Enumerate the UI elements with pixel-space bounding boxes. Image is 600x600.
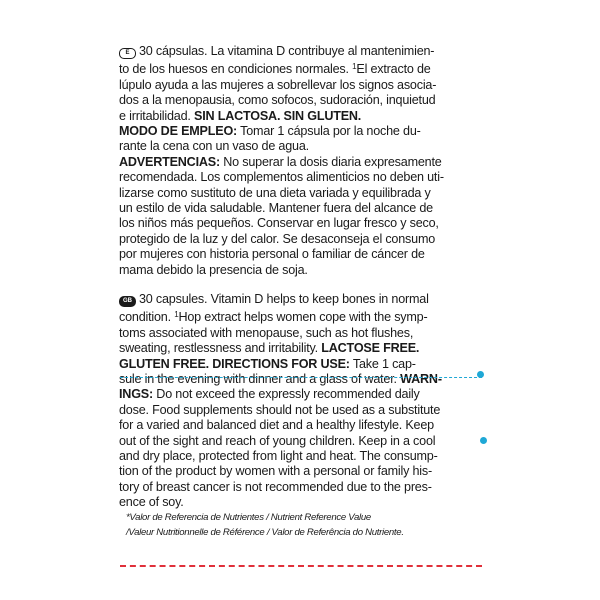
en-line-8: dose. Food supplements should not be used as a substitute: [119, 402, 441, 417]
guide-handle-top[interactable]: [477, 371, 484, 378]
es-line-1: E 30 cápsulas. La vitamina D contribuye al mantenimien-: [119, 44, 479, 59]
en-line-10: out of the sight and reach of young children. Keep in a cool: [119, 433, 436, 448]
en-line-3: toms associated with menopause, such as hot flushes,: [119, 325, 414, 340]
spanish-text-block: [119, 44, 479, 278]
en-line-14: ence of soy.: [119, 495, 184, 510]
es-line-12: los niños más pequeños. Conservar en lugar fresco y seco,: [119, 216, 439, 231]
es-line-6: MODO DE EMPLEO: Tomar 1 cápsula por la noche du-: [119, 124, 421, 139]
en-line-2: condition. $^1$Hop extract helps women cope with the symp-: [119, 310, 428, 325]
footnote-line-1: *Valor de Referencia de Nutrientes / Nutrient Reference Value: [126, 512, 371, 523]
en-line-11: and dry place, protected from light and heat. The consump-: [119, 449, 438, 464]
es-line-4: dos a la menopausia, como sofocos, sudoración, inquietud: [119, 93, 436, 108]
footnote: [126, 510, 404, 540]
es-line-10: lizarse como sustituto de una dieta variada y equilibrada y: [119, 185, 431, 200]
es-line-2: to de los huesos en condiciones normales. $^1$El extracto de: [119, 62, 431, 77]
alignment-guide-line: [120, 377, 482, 378]
en-line-9: for a varied and balanced diet and a healthy lifestyle. Keep: [119, 418, 434, 433]
en-line-4: sweating, restlessness and irritability. LACTOSE FREE.: [119, 341, 420, 356]
en-line-1: GB 30 capsules. Vitamin D helps to keep bones in normal: [119, 292, 479, 307]
footnote-line-2: /Valeur Nutritionnelle de Référence / Valor de Referência do Nutriente.: [126, 527, 404, 538]
en-line-5: GLUTEN FREE. DIRECTIONS FOR USE: Take 1 cap-: [119, 356, 416, 371]
es-line-7: rante la cena con un vaso de agua.: [119, 139, 309, 154]
es-line-9: recomendada. Los complementos alimenticios no deben uti-: [119, 170, 444, 185]
es-line-3: lúpulo ayuda a las mujeres a sobrellevar los signos asocia-: [119, 77, 437, 92]
guide-handle-bottom[interactable]: [480, 437, 487, 444]
cut-line: [120, 565, 482, 567]
es-line-14: por mujeres con historia personal o familiar de cáncer de: [119, 247, 425, 262]
spain-badge-icon: E: [119, 48, 136, 59]
es-line-13: protegido de la luz y del calor. Se desaconseja el consumo: [119, 231, 436, 246]
en-line-7: INGS: Do not exceed the expressly recommended daily: [119, 387, 420, 402]
english-text-block: [119, 292, 479, 511]
en-line-13: tory of breast cancer is not recommended due to the pres-: [119, 479, 432, 494]
en-line-12: tion of the product by women with a personal or family his-: [119, 464, 432, 479]
en-line-6: sule in the evening with dinner and a glass of water. WARN-: [119, 372, 442, 387]
es-line-15: mama debido la presencia de soja.: [119, 262, 308, 277]
es-line-11: un estilo de vida saludable. Mantener fuera del alcance de: [119, 201, 433, 216]
es-line-5: e irritabilidad. SIN LACTOSA. SIN GLUTEN.: [119, 108, 362, 123]
es-line-8: ADVERTENCIAS: No superar la dosis diaria expresamente: [119, 154, 442, 169]
uk-badge-icon: GB: [119, 296, 136, 307]
